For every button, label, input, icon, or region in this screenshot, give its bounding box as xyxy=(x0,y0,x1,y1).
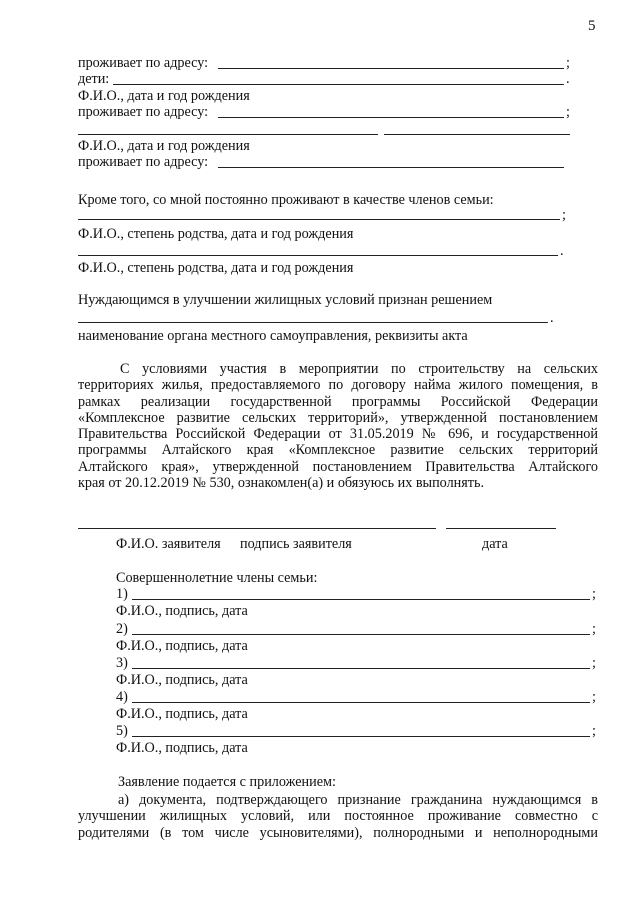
children-field[interactable] xyxy=(113,84,564,85)
attachment-line: улучшении жилищных условий, или постоянное проживание совместно с xyxy=(78,808,598,825)
adults-title: Совершеннолетние члены семьи: xyxy=(116,570,318,586)
child-fio-field-2a[interactable] xyxy=(78,134,378,135)
adult-num-2: 2) xyxy=(116,621,128,637)
child-fio-caption-1: Ф.И.О., дата и год рождения xyxy=(78,88,250,104)
authority-field[interactable] xyxy=(78,322,548,323)
adult-num-5: 5) xyxy=(116,723,128,739)
semicolon-3: ; xyxy=(562,207,566,223)
adult-caption-3: Ф.И.О., подпись, дата xyxy=(116,672,248,688)
dot-3: . xyxy=(550,310,554,326)
adult-caption-2: Ф.И.О., подпись, дата xyxy=(116,638,248,654)
adult-num-4: 4) xyxy=(116,689,128,705)
dot-2: . xyxy=(560,243,564,259)
adult-num-3: 3) xyxy=(116,655,128,671)
semicolon-a3: ; xyxy=(592,655,596,671)
attachment-title: Заявление подается с приложением: xyxy=(118,774,336,790)
adult-num-1: 1) xyxy=(116,586,128,602)
address-label-3: проживает по адресу: xyxy=(78,154,209,170)
conditions-line: Правительства Российской Федерации от 31.05.2019 № 696, и государственной xyxy=(78,426,598,443)
children-label: дети: xyxy=(78,71,110,87)
semicolon-a4: ; xyxy=(592,689,596,705)
child-fio-field-2b[interactable] xyxy=(384,134,570,135)
semicolon-1: ; xyxy=(566,55,570,71)
adult-field-1[interactable] xyxy=(132,599,590,600)
semicolon-a1: ; xyxy=(592,586,596,602)
conditions-line: Алтайского края», утвержденной постановлением Правительства Алтайского xyxy=(78,458,598,475)
adult-field-2[interactable] xyxy=(132,634,590,635)
child-fio-caption-2: Ф.И.О., дата и год рождения xyxy=(78,138,250,154)
adult-caption-4: Ф.И.О., подпись, дата xyxy=(116,706,248,722)
page-number: 5 xyxy=(588,18,596,34)
conditions-line: программы Алтайского края «Комплексное развитие сельских территорий xyxy=(78,442,598,459)
adult-field-3[interactable] xyxy=(132,668,590,669)
attachment-line: а) документа, подтверждающего признание гражданина нуждающимся в xyxy=(118,792,598,808)
need-text: Нуждающимся в улучшении жилищных условий признан решением xyxy=(78,292,493,308)
authority-caption: наименование органа местного самоуправления, реквизиты акта xyxy=(78,328,468,344)
applicant-fio-sign-field[interactable] xyxy=(78,528,436,529)
adult-field-5[interactable] xyxy=(132,736,590,737)
applicant-date-field[interactable] xyxy=(446,528,556,529)
conditions-line: рамках реализации государственной программы Российской Федерации xyxy=(78,393,598,410)
family-intro: Кроме того, со мной постоянно проживают в качестве членов семьи: xyxy=(78,192,494,208)
family-member-caption-1: Ф.И.О., степень родства, дата и год рождения xyxy=(78,226,354,242)
conditions-line: территориях жилья, предоставляемого по договору найма жилого помещения, в xyxy=(78,377,598,394)
family-member-field-1[interactable] xyxy=(78,219,560,220)
family-member-field-2[interactable] xyxy=(78,255,558,256)
attachment-line: родителями (в том числе усыновителями), полнородными и неполнородными xyxy=(78,824,598,841)
applicant-date-caption: дата xyxy=(482,536,508,552)
adult-caption-1: Ф.И.О., подпись, дата xyxy=(116,603,248,619)
adult-caption-5: Ф.И.О., подпись, дата xyxy=(116,740,248,756)
conditions-paragraph xyxy=(78,361,598,491)
conditions-line: С условиями участия в мероприятии по строительству на сельских xyxy=(120,361,598,377)
address-field-1[interactable] xyxy=(218,68,564,69)
conditions-line: края от 20.12.2019 № 530, ознакомлен(а) и обязуюсь их выполнять. xyxy=(78,475,484,492)
adult-field-4[interactable] xyxy=(132,702,590,703)
address-field-3[interactable] xyxy=(218,167,564,168)
family-member-caption-2: Ф.И.О., степень родства, дата и год рождения xyxy=(78,260,354,276)
conditions-line: «Комплексное развитие сельских территорий», утвержденной постановлением xyxy=(78,409,598,426)
applicant-sign-caption: подпись заявителя xyxy=(240,536,352,552)
dot-1: . xyxy=(566,71,570,87)
address-label-2: проживает по адресу: xyxy=(78,104,209,120)
semicolon-2: ; xyxy=(566,104,570,120)
semicolon-a2: ; xyxy=(592,621,596,637)
applicant-fio-caption: Ф.И.О. заявителя xyxy=(116,536,221,552)
attachment-paragraph xyxy=(78,792,598,841)
address-label-1: проживает по адресу: xyxy=(78,55,209,71)
address-field-2[interactable] xyxy=(218,117,564,118)
semicolon-a5: ; xyxy=(592,723,596,739)
